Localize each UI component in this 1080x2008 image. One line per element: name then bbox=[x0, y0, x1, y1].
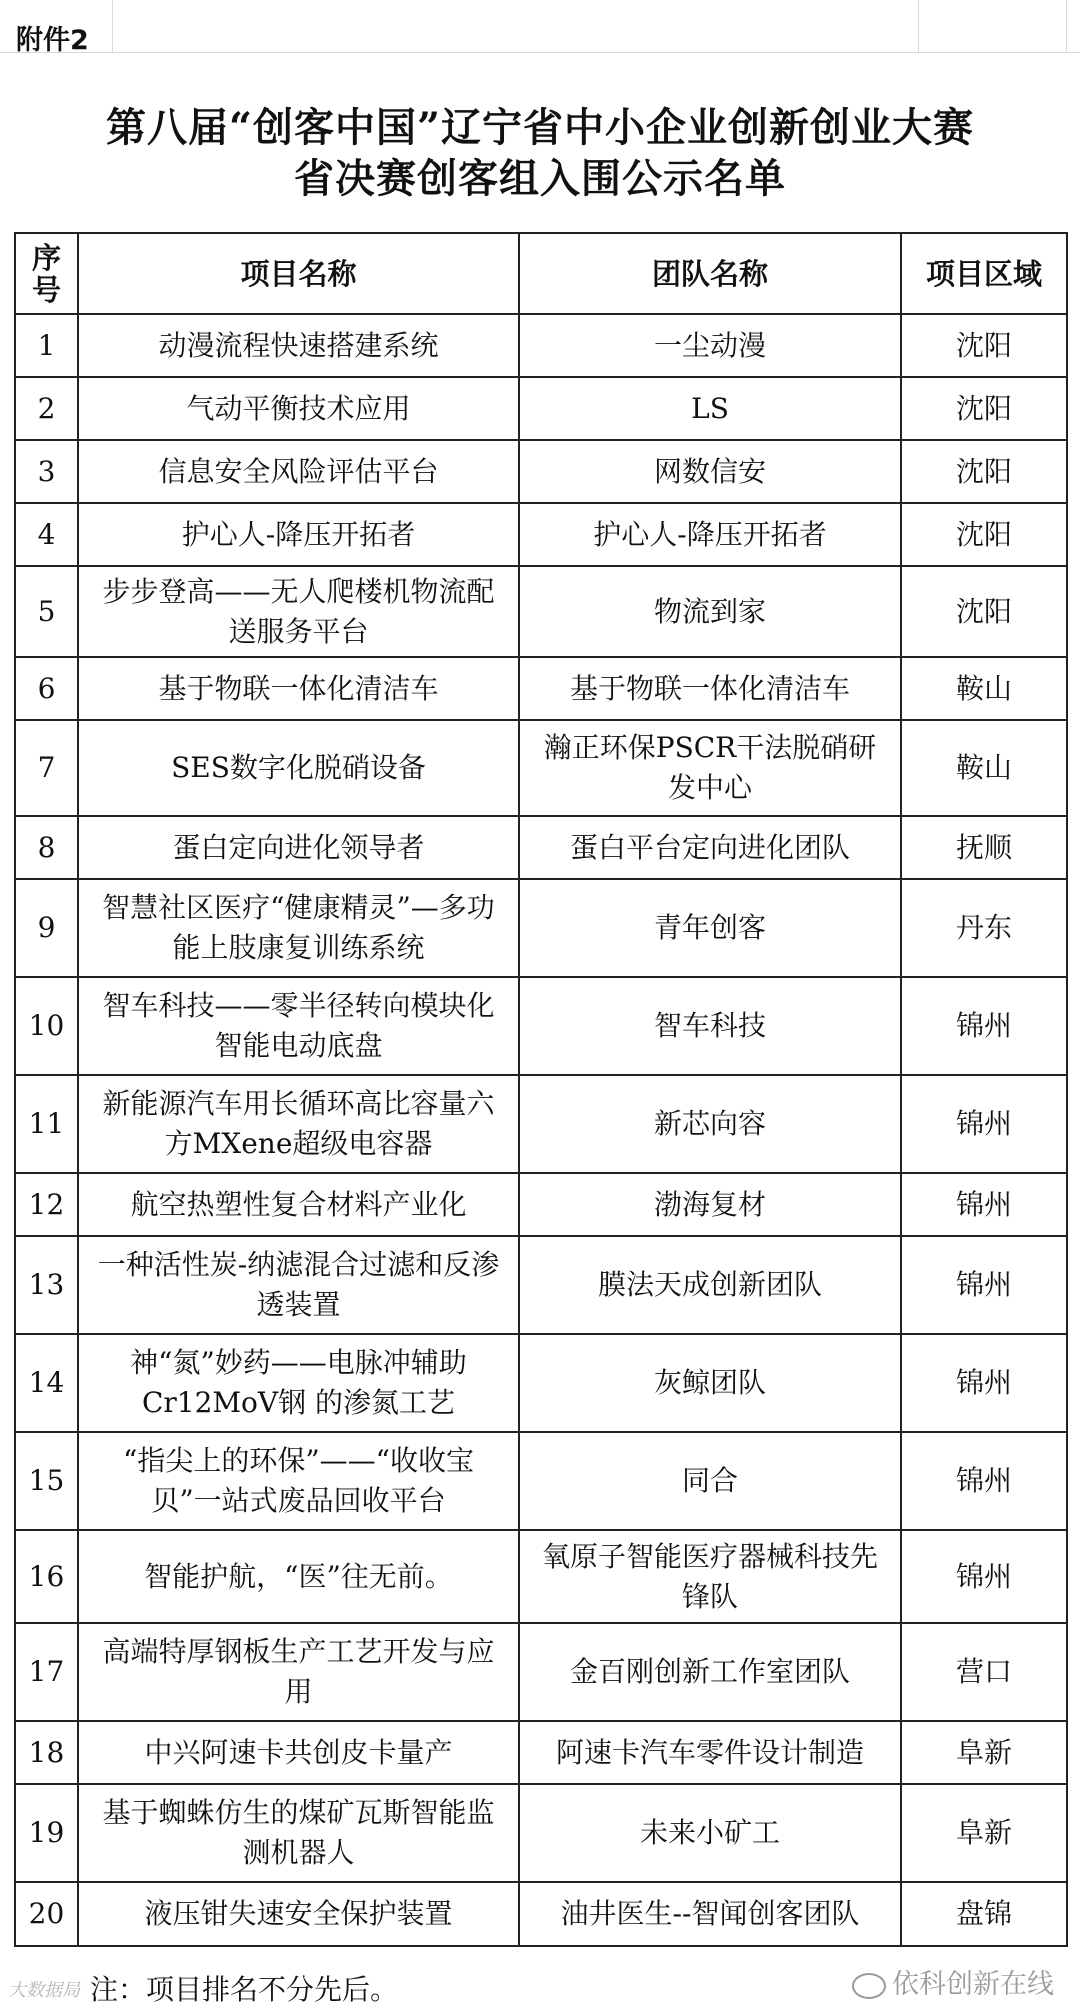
cell-team: 蛋白平台定向进化团队 bbox=[519, 816, 901, 879]
cell-no: 19 bbox=[15, 1784, 78, 1882]
table-row bbox=[15, 1432, 1067, 1530]
cell-project: 动漫流程快速搭建系统 bbox=[78, 314, 519, 377]
cell-team: 网数信安 bbox=[519, 440, 901, 503]
cell-area: 鞍山 bbox=[901, 720, 1067, 816]
cell-area: 锦州 bbox=[901, 1075, 1067, 1173]
cell-area: 抚顺 bbox=[901, 816, 1067, 879]
table-row bbox=[15, 566, 1067, 657]
cell-project: 高端特厚钢板生产工艺开发与应用 bbox=[78, 1623, 519, 1721]
table-row bbox=[15, 657, 1067, 720]
cell-area: 锦州 bbox=[901, 977, 1067, 1075]
cell-no: 16 bbox=[15, 1530, 78, 1623]
cell-team: 青年创客 bbox=[519, 879, 901, 977]
table-row bbox=[15, 314, 1067, 377]
table-row bbox=[15, 720, 1067, 816]
table-row bbox=[15, 1236, 1067, 1334]
cell-project: 新能源汽车用长循环高比容量六方MXene超级电容器 bbox=[78, 1075, 519, 1173]
cell-project: 步步登高——无人爬楼机物流配送服务平台 bbox=[78, 566, 519, 657]
cell-area: 营口 bbox=[901, 1623, 1067, 1721]
cell-team: 油井医生--智闻创客团队 bbox=[519, 1882, 901, 1946]
cell-project: 液压钳失速安全保护装置 bbox=[78, 1882, 519, 1946]
table-row bbox=[15, 1530, 1067, 1623]
table-header-row bbox=[15, 233, 1067, 314]
cell-area: 沈阳 bbox=[901, 503, 1067, 566]
table-row bbox=[15, 879, 1067, 977]
wechat-icon bbox=[852, 1973, 886, 1999]
cell-area: 锦州 bbox=[901, 1530, 1067, 1623]
cell-no: 18 bbox=[15, 1721, 78, 1784]
cell-no: 5 bbox=[15, 566, 78, 657]
cell-team: 瀚正环保PSCR干法脱硝研发中心 bbox=[519, 720, 901, 816]
cell-team: 护心人-降压开拓者 bbox=[519, 503, 901, 566]
cell-area: 鞍山 bbox=[901, 657, 1067, 720]
cell-no: 9 bbox=[15, 879, 78, 977]
cell-team: 物流到家 bbox=[519, 566, 901, 657]
cell-area: 阜新 bbox=[901, 1784, 1067, 1882]
cell-team: 渤海复材 bbox=[519, 1173, 901, 1236]
table-row bbox=[15, 1784, 1067, 1882]
table-row bbox=[15, 1334, 1067, 1432]
cell-no: 2 bbox=[15, 377, 78, 440]
header-no-text: 序号 bbox=[31, 240, 61, 307]
spreadsheet-gridline bbox=[918, 0, 919, 52]
cell-project: 一种活性炭-纳滤混合过滤和反渗透装置 bbox=[78, 1236, 519, 1334]
cell-no: 17 bbox=[15, 1623, 78, 1721]
cell-team: 新芯向容 bbox=[519, 1075, 901, 1173]
cell-no: 4 bbox=[15, 503, 78, 566]
cell-project: 气动平衡技术应用 bbox=[78, 377, 519, 440]
cell-team: 阿速卡汽车零件设计制造 bbox=[519, 1721, 901, 1784]
cell-area: 锦州 bbox=[901, 1236, 1067, 1334]
cell-team: 未来小矿工 bbox=[519, 1784, 901, 1882]
spreadsheet-gridline bbox=[1066, 0, 1067, 52]
cell-no: 20 bbox=[15, 1882, 78, 1946]
attachment-label: 附件2 bbox=[16, 25, 89, 56]
cell-project: 智车科技——零半径转向模块化智能电动底盘 bbox=[78, 977, 519, 1075]
table-row bbox=[15, 440, 1067, 503]
cell-team: 基于物联一体化清洁车 bbox=[519, 657, 901, 720]
cell-area: 沈阳 bbox=[901, 440, 1067, 503]
cell-no: 11 bbox=[15, 1075, 78, 1173]
table-row bbox=[15, 977, 1067, 1075]
cell-project: 基于蜘蛛仿生的煤矿瓦斯智能监测机器人 bbox=[78, 1784, 519, 1882]
table-row bbox=[15, 1173, 1067, 1236]
cell-area: 盘锦 bbox=[901, 1882, 1067, 1946]
cell-project: 航空热塑性复合材料产业化 bbox=[78, 1173, 519, 1236]
cell-area: 沈阳 bbox=[901, 314, 1067, 377]
page-title-line1: 第八届“创客中国”辽宁省中小企业创新创业大赛 bbox=[105, 104, 974, 151]
header-no bbox=[15, 233, 78, 314]
header-project: 项目名称 bbox=[78, 233, 519, 314]
cell-team: 智车科技 bbox=[519, 977, 901, 1075]
cell-project: 基于物联一体化清洁车 bbox=[78, 657, 519, 720]
cell-project: 智能护航，“医”往无前。 bbox=[78, 1530, 519, 1623]
cell-area: 阜新 bbox=[901, 1721, 1067, 1784]
cell-no: 1 bbox=[15, 314, 78, 377]
cell-no: 10 bbox=[15, 977, 78, 1075]
footer-note: 注：项目排名不分先后。 bbox=[90, 1973, 399, 2006]
table-row bbox=[15, 377, 1067, 440]
cell-area: 锦州 bbox=[901, 1334, 1067, 1432]
cell-project: SES数字化脱硝设备 bbox=[78, 720, 519, 816]
cell-team: 金百刚创新工作室团队 bbox=[519, 1623, 901, 1721]
cell-project: “指尖上的环保”——“收收宝贝”一站式废品回收平台 bbox=[78, 1432, 519, 1530]
table-row bbox=[15, 1623, 1067, 1721]
cell-team: 一尘动漫 bbox=[519, 314, 901, 377]
cell-no: 12 bbox=[15, 1173, 78, 1236]
cell-no: 6 bbox=[15, 657, 78, 720]
header-team: 团队名称 bbox=[519, 233, 901, 314]
cell-project: 蛋白定向进化领导者 bbox=[78, 816, 519, 879]
cell-no: 14 bbox=[15, 1334, 78, 1432]
table-row bbox=[15, 1075, 1067, 1173]
table-row bbox=[15, 1721, 1067, 1784]
spreadsheet-gridline bbox=[112, 0, 113, 52]
page-title-line2: 省决赛创客组入围公示名单 bbox=[294, 155, 786, 202]
cell-project: 智慧社区医疗“健康精灵”—多功能上肢康复训练系统 bbox=[78, 879, 519, 977]
header-area: 项目区域 bbox=[901, 233, 1067, 314]
cell-area: 锦州 bbox=[901, 1173, 1067, 1236]
watermark-right bbox=[852, 1962, 1054, 2001]
table-row bbox=[15, 816, 1067, 879]
watermark-right-text: 依科创新在线 bbox=[892, 1969, 1054, 2000]
cell-project: 信息安全风险评估平台 bbox=[78, 440, 519, 503]
cell-project: 神“氮”妙药——电脉冲辅助Cr12MoV钢 的渗氮工艺 bbox=[78, 1334, 519, 1432]
cell-no: 7 bbox=[15, 720, 78, 816]
cell-team: LS bbox=[519, 377, 901, 440]
table-row bbox=[15, 503, 1067, 566]
cell-area: 沈阳 bbox=[901, 566, 1067, 657]
cell-no: 8 bbox=[15, 816, 78, 879]
cell-project: 护心人-降压开拓者 bbox=[78, 503, 519, 566]
cell-area: 沈阳 bbox=[901, 377, 1067, 440]
cell-team: 灰鲸团队 bbox=[519, 1334, 901, 1432]
cell-team: 氧原子智能医疗器械科技先锋队 bbox=[519, 1530, 901, 1623]
cell-no: 13 bbox=[15, 1236, 78, 1334]
cell-area: 锦州 bbox=[901, 1432, 1067, 1530]
cell-no: 3 bbox=[15, 440, 78, 503]
spreadsheet-gridline bbox=[0, 52, 1080, 53]
cell-project: 中兴阿速卡共创皮卡量产 bbox=[78, 1721, 519, 1784]
table-row bbox=[15, 1882, 1067, 1946]
cell-team: 膜法天成创新团队 bbox=[519, 1236, 901, 1334]
cell-team: 同合 bbox=[519, 1432, 901, 1530]
shortlist-table bbox=[14, 232, 1068, 1947]
watermark-left: 大数据局 bbox=[8, 1980, 80, 2001]
cell-area: 丹东 bbox=[901, 879, 1067, 977]
cell-no: 15 bbox=[15, 1432, 78, 1530]
